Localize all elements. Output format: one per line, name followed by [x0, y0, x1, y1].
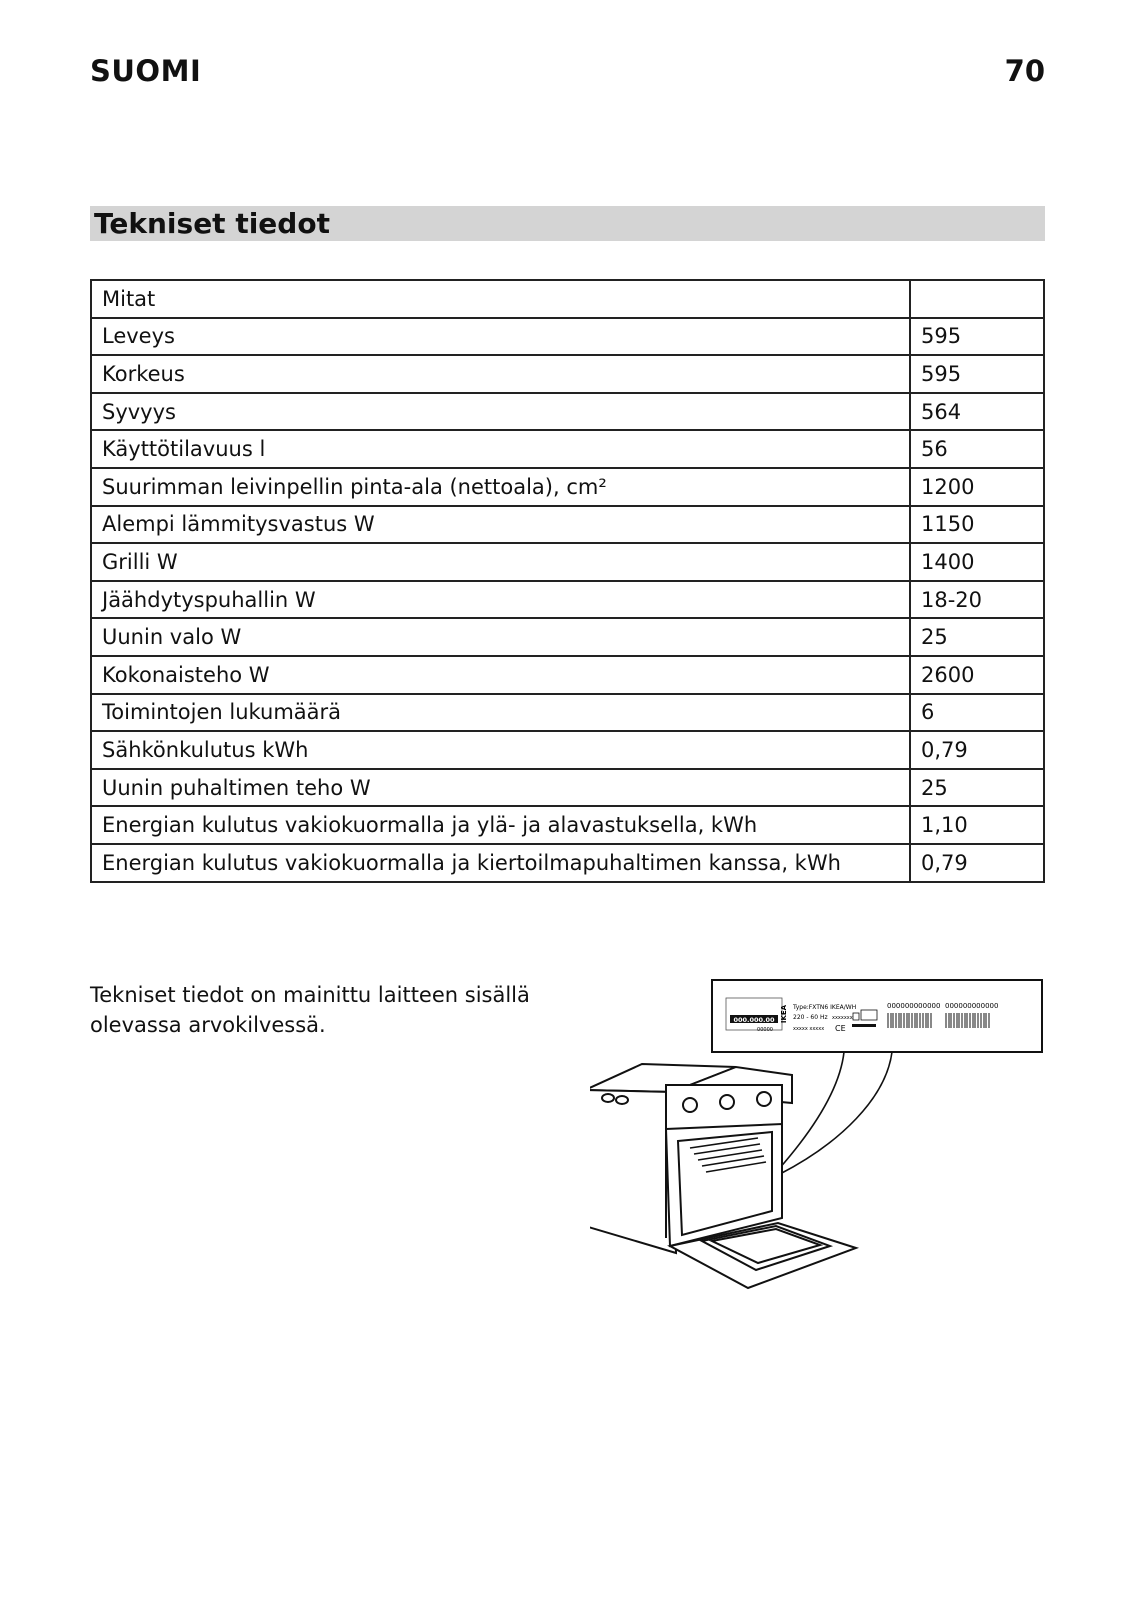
table-row	[91, 393, 1044, 431]
table-row	[91, 844, 1044, 882]
plate-barcode-number-1: 000000000000	[887, 1002, 941, 1010]
spec-value: 2600	[910, 656, 1044, 694]
plate-code-x2: xxxxx xxxxx	[793, 1026, 825, 1032]
spec-value: 56	[910, 430, 1044, 468]
spec-label: Syvyys	[91, 393, 910, 431]
spec-value: 564	[910, 393, 1044, 431]
plate-model-code: 000.000.00	[733, 1016, 775, 1024]
oven-icon	[590, 1064, 856, 1288]
specs-table	[90, 279, 1045, 883]
spec-value: 1,10	[910, 806, 1044, 844]
table-row	[91, 355, 1044, 393]
spec-value: 1200	[910, 468, 1044, 506]
spec-value	[910, 280, 1044, 318]
spec-label: Uunin valo W	[91, 618, 910, 656]
table-row	[91, 769, 1044, 807]
plate-ce-mark: CE	[835, 1024, 846, 1033]
header-language: SUOMI	[90, 54, 202, 88]
spec-value: 595	[910, 318, 1044, 356]
spec-label: Sähkönkulutus kWh	[91, 731, 910, 769]
spec-value: 1400	[910, 543, 1044, 581]
spec-label: Energian kulutus vakiokuormalla ja kiertoilmapuhaltimen kanssa, kWh	[91, 844, 910, 882]
spec-label: Energian kulutus vakiokuormalla ja ylä- ja alavastuksella, kWh	[91, 806, 910, 844]
table-row	[91, 468, 1044, 506]
table-row	[91, 318, 1044, 356]
spec-label: Uunin puhaltimen teho W	[91, 769, 910, 807]
spec-label: Kokonaisteho W	[91, 656, 910, 694]
spec-label: Käyttötilavuus l	[91, 430, 910, 468]
plate-brand: IKEA	[780, 1004, 788, 1024]
oven-illustration	[590, 978, 1050, 1318]
spec-label: Grilli W	[91, 543, 910, 581]
table-row	[91, 430, 1044, 468]
spec-label: Alempi lämmitysvastus W	[91, 506, 910, 544]
table-row	[91, 506, 1044, 544]
table-row	[91, 280, 1044, 318]
spec-value: 1150	[910, 506, 1044, 544]
rating-plate-icon	[712, 980, 1042, 1052]
table-row	[91, 806, 1044, 844]
plate-type-line: Type:FXTN6 IKEA/WH	[793, 1004, 857, 1011]
plate-code-x1: xxxxxxx	[832, 1015, 853, 1021]
spec-value: 25	[910, 769, 1044, 807]
table-row	[91, 656, 1044, 694]
section-title: Tekniset tiedot	[94, 207, 330, 240]
rating-plate-caption: Tekniset tiedot on mainittu laitteen sisällä olevassa arvokilvessä.	[90, 983, 530, 1037]
page-number: 70	[1004, 54, 1045, 88]
spec-value: 25	[910, 618, 1044, 656]
spec-label: Toimintojen lukumäärä	[91, 694, 910, 732]
table-row	[91, 618, 1044, 656]
spec-value: 0,79	[910, 844, 1044, 882]
plate-barcode-number-2: 000000000000	[945, 1002, 999, 1010]
spec-label: Korkeus	[91, 355, 910, 393]
table-row	[91, 581, 1044, 619]
table-row	[91, 731, 1044, 769]
spec-value: 595	[910, 355, 1044, 393]
spec-label: Mitat	[91, 280, 910, 318]
spec-value: 6	[910, 694, 1044, 732]
table-row	[91, 694, 1044, 732]
spec-label: Leveys	[91, 318, 910, 356]
plate-voltage-line: 220 - 60 Hz	[793, 1014, 828, 1021]
spec-value: 0,79	[910, 731, 1044, 769]
table-row	[91, 543, 1044, 581]
plate-small-code: 00000	[757, 1027, 773, 1033]
spec-label: Jäähdytyspuhallin W	[91, 581, 910, 619]
spec-value: 18-20	[910, 581, 1044, 619]
spec-label: Suurimman leivinpellin pinta-ala (nettoala), cm²	[91, 468, 910, 506]
